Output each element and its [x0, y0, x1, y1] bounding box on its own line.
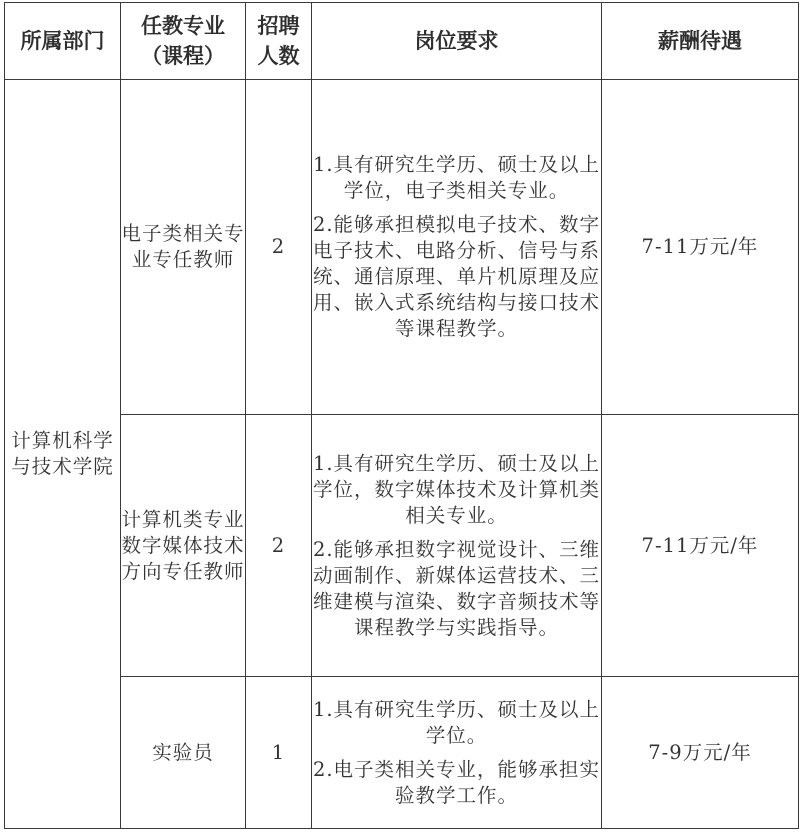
requirement-item: 1.具有研究生学历、硕士及以上学位。 [312, 697, 601, 747]
table-row [5, 677, 799, 829]
salary-cell: 7-11万元/年 [602, 415, 799, 677]
header-count-line2: 人数 [257, 43, 300, 68]
requirements-cell [312, 80, 602, 415]
recruitment-table [4, 2, 799, 829]
requirement-item: 2.电子类相关专业，能够承担实验教学工作。 [312, 757, 601, 807]
header-major [121, 3, 246, 80]
major-cell: 实验员 [121, 677, 246, 829]
count-cell: 2 [246, 80, 312, 415]
header-row [5, 3, 799, 80]
header-major-line1: 任教专业 [141, 13, 225, 38]
header-count-line1: 招聘 [257, 13, 300, 38]
table-row [5, 415, 799, 677]
header-major-line2: （课程） [141, 43, 225, 68]
salary-cell: 7-9万元/年 [602, 677, 799, 829]
department-cell: 计算机科学与技术学院 [5, 80, 121, 829]
requirement-item: 2.能够承担模拟电子技术、数字电子技术、电路分析、信号与系统、通信原理、单片机原理及应用、嵌入式系统结构与接口技术等课程教学。 [312, 213, 601, 340]
header-requirements: 岗位要求 [312, 3, 602, 80]
count-cell: 2 [246, 415, 312, 677]
major-cell: 计算机类专业数字媒体技术方向专任教师 [121, 415, 246, 677]
salary-cell: 7-11万元/年 [602, 80, 799, 415]
requirements-cell [312, 415, 602, 677]
requirement-item: 2.能够承担数字视觉设计、三维动画制作、新媒体运营技术、三维建模与渲染、数字音频技术等课程教学与实践指导。 [312, 537, 601, 639]
table-row [5, 80, 799, 415]
header-count [246, 3, 312, 80]
count-cell: 1 [246, 677, 312, 829]
requirement-item: 1.具有研究生学历、硕士及以上学位，数字媒体技术及计算机类相关专业。 [312, 451, 601, 527]
requirement-item: 1.具有研究生学历、硕士及以上学位，电子类相关专业。 [312, 153, 601, 202]
header-salary: 薪酬待遇 [602, 3, 799, 80]
requirements-cell [312, 677, 602, 829]
header-department: 所属部门 [5, 3, 121, 80]
major-cell: 电子类相关专业专任教师 [121, 80, 246, 415]
